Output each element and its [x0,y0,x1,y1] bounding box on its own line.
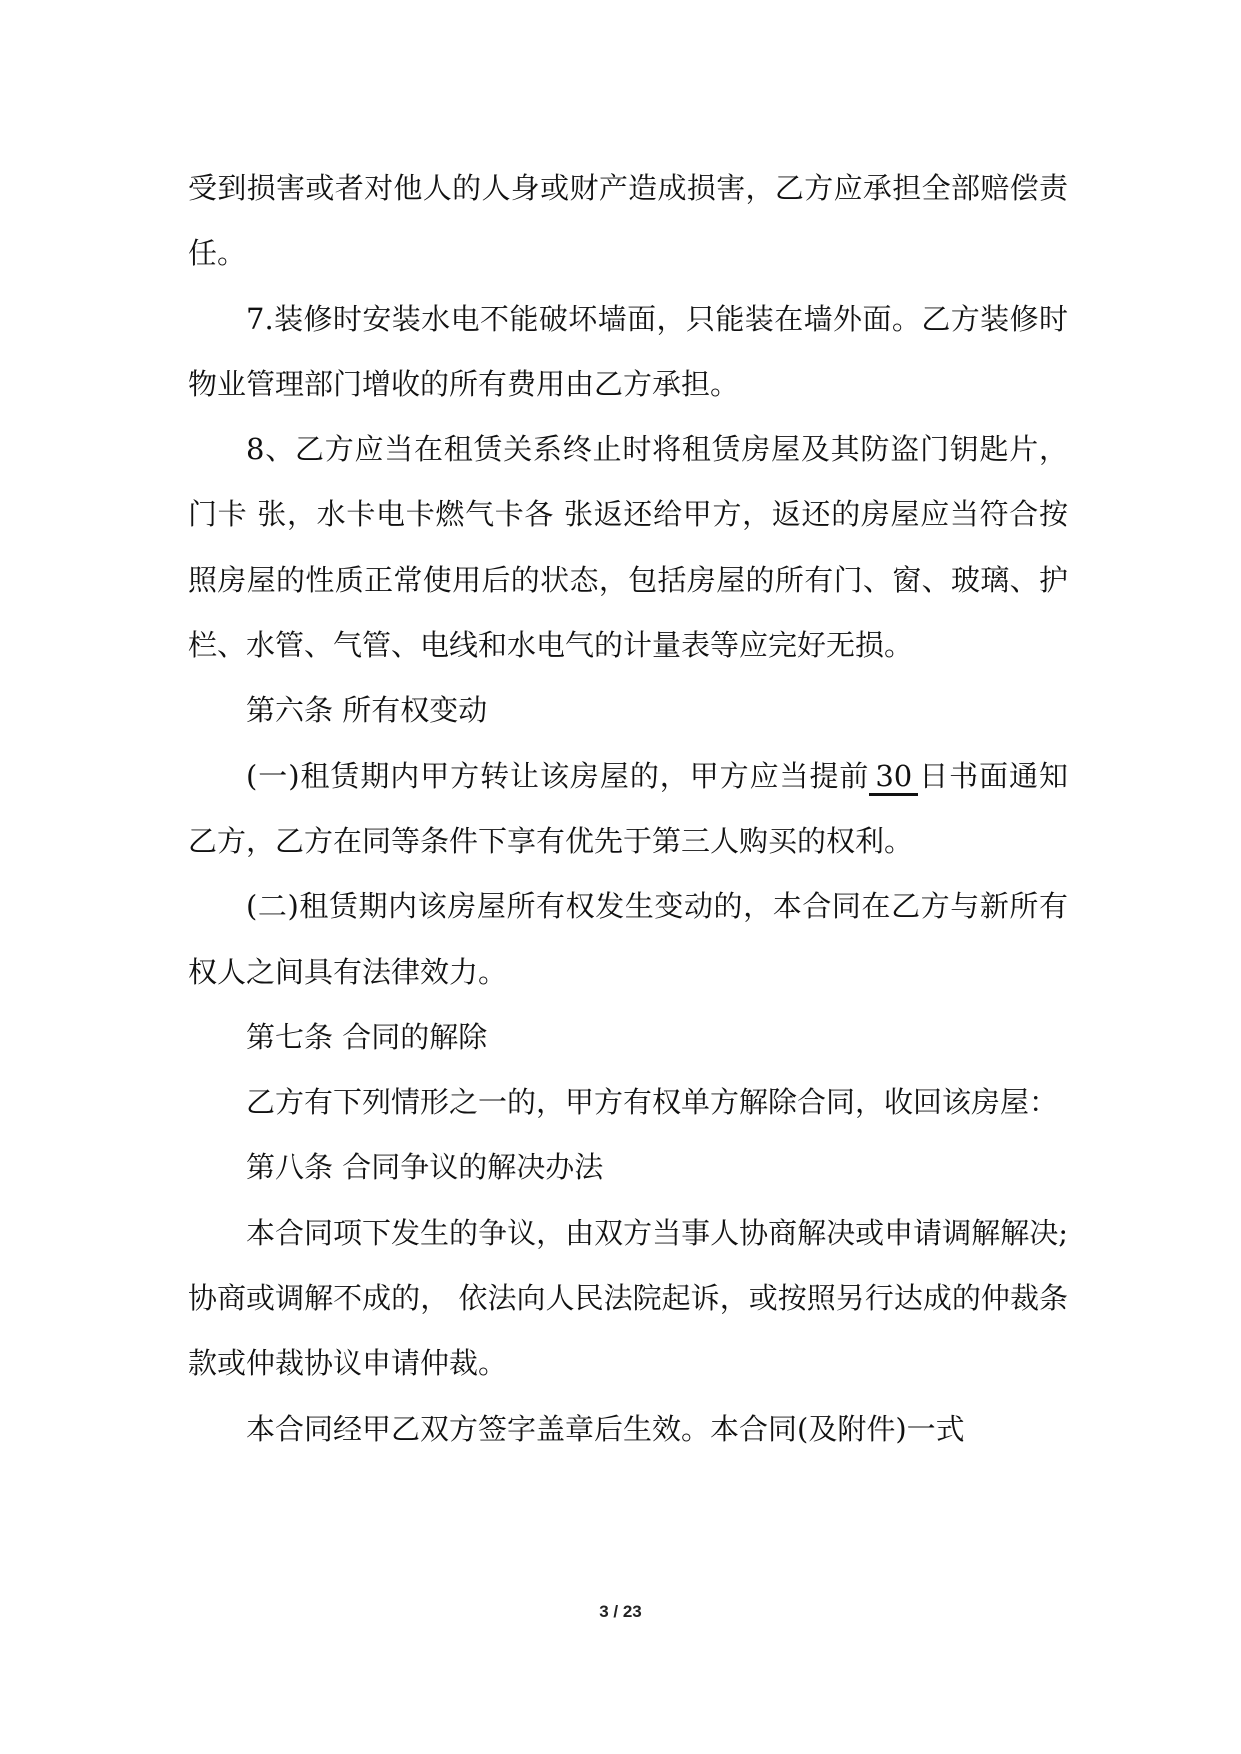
document-body [188,156,1068,1462]
article-6-item-1-text-before: (一)租赁期内甲方转让该房屋的，甲方应当提前 [246,758,870,793]
heading-article-6: 第六条 所有权变动 [246,693,488,728]
paragraph-clause-8-return: 8、乙方应当在租赁关系终止时将租赁房屋及其防盗门钥匙片，门卡 张，水卡电卡燃气卡各 张返还给甲方，返还的房屋应当符合按照房屋的性质正常使用后的状态，包括房屋的所有门、窗、玻璃、护栏、水管、气管、电线和水电气的计量表等应完好无损。 [188,432,1068,663]
paragraph-article-8-body: 本合同项下发生的争议，由双方当事人协商解决或申请调解解决;协商或调解不成的， 依法向人民法院起诉，或按照另行达成的仲裁条款或仲裁协议申请仲裁。 [188,1215,1068,1381]
paragraph-article-6-item-1 [188,744,1068,875]
paragraph-effectiveness: 本合同经甲乙双方签字盖章后生效。本合同(及附件)一式 [246,1411,965,1446]
paragraph-article-7-body: 乙方有下列情形之一的，甲方有权单方解除合同，收回该房屋： [246,1085,1059,1120]
article-6-item-1-text-after: 日书面通知乙方，乙方在同等条件下享有优先于第三人购买的权利。 [188,758,1068,858]
paragraph-damage-liability: 受到损害或者对他人的人身或财产造成损害，乙方应承担全部赔偿责任。 [188,171,1068,271]
paragraph-clause-7-renovation: 7.装修时安装水电不能破坏墙面，只能装在墙外面。乙方装修时物业管理部门增收的所有费用由乙方承担。 [188,301,1068,401]
heading-article-7: 第七条 合同的解除 [246,1019,488,1054]
page-number: 3 / 23 [599,1602,642,1621]
heading-article-8: 第八条 合同争议的解决办法 [246,1150,604,1185]
paragraph-article-6-item-2: (二)租赁期内该房屋所有权发生变动的，本合同在乙方与新所有权人之间具有法律效力。 [188,889,1068,989]
notice-days-blank: 30 [869,761,918,796]
